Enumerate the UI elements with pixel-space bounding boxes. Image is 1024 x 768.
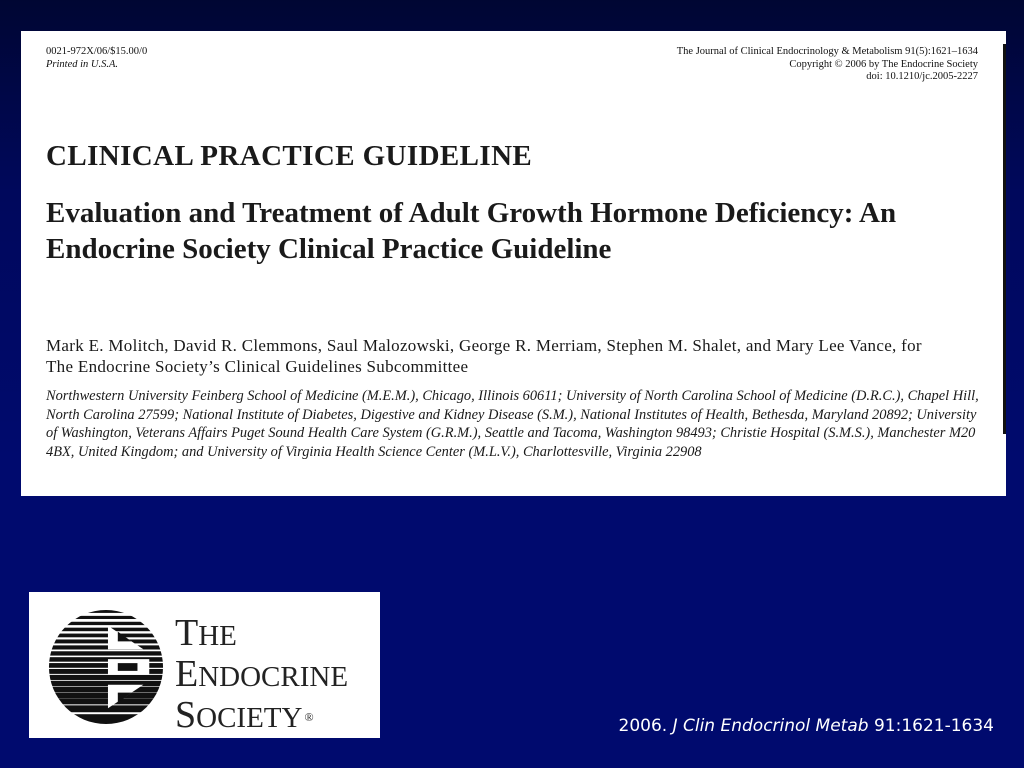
article-affiliations: Northwestern University Feinberg School of Medicine (M.E.M.), Chicago, Illinois 60611; University of North Carolina School of Medicine (D.R.C.), Chapel Hill, North Carolina 27599; National Institute of Diabetes, Digestive and Kidney Disease (S.M.), National Institutes of Health, Bethesda, Maryland 20892; University of Washington, Veterans Affairs Puget Sound Health Care System (G.R.M.), Seattle and Tacoma, Washington 98493; Christie Hospital (S.M.S.), Manchester M20 4BX, United Kingdom; and University of Virginia Health Science Center (M.L.V.), Charlottesville, Virginia 22908 bbox=[46, 388, 979, 460]
article-page-excerpt bbox=[21, 31, 1006, 496]
article-kind-heading: CLINICAL PRACTICE GUIDELINE bbox=[46, 140, 533, 172]
article-authors: Mark E. Molitch, David R. Clemmons, Saul Malozowski, George R. Merriam, Stephen M. Shalet, and Mary Lee Vance, for The Endocrine Society’s Clinical Guidelines Subcommittee bbox=[46, 336, 922, 376]
article-code: 0021-972X/06/$15.00/0 bbox=[46, 46, 148, 57]
page-edge-divider bbox=[1003, 44, 1006, 434]
journal-info-block bbox=[677, 46, 978, 84]
journal-citation: The Journal of Clinical Endocrinology & Metabolism 91(5):1621–1634 bbox=[676, 46, 978, 57]
endocrine-society-logo bbox=[29, 592, 380, 738]
doi: doi: 10.1210/jc.2005-2227 bbox=[866, 71, 978, 82]
endocrine-society-emblem-icon bbox=[47, 608, 165, 726]
article-code-block bbox=[46, 46, 147, 71]
citation-ref: 91:1621-1634 bbox=[873, 716, 994, 736]
logo-line-endocrine: ENDOCRINE bbox=[175, 653, 349, 695]
slide-citation bbox=[619, 716, 995, 736]
article-title: Evaluation and Treatment of Adult Growth Hormone Deficiency: An Endocrine Society Clinical Practice Guideline bbox=[46, 197, 897, 265]
copyright-notice: Copyright © 2006 by The Endocrine Society bbox=[789, 58, 978, 70]
logo-line-the: THE bbox=[175, 612, 237, 654]
logo-wordmark bbox=[175, 614, 348, 737]
citation-journal: J Clin Endocrinol Metab bbox=[672, 716, 869, 736]
citation-year: 2006. bbox=[618, 716, 668, 736]
logo-line-society: SOCIETY ® bbox=[175, 694, 314, 736]
printed-in: Printed in U.S.A. bbox=[46, 58, 119, 70]
